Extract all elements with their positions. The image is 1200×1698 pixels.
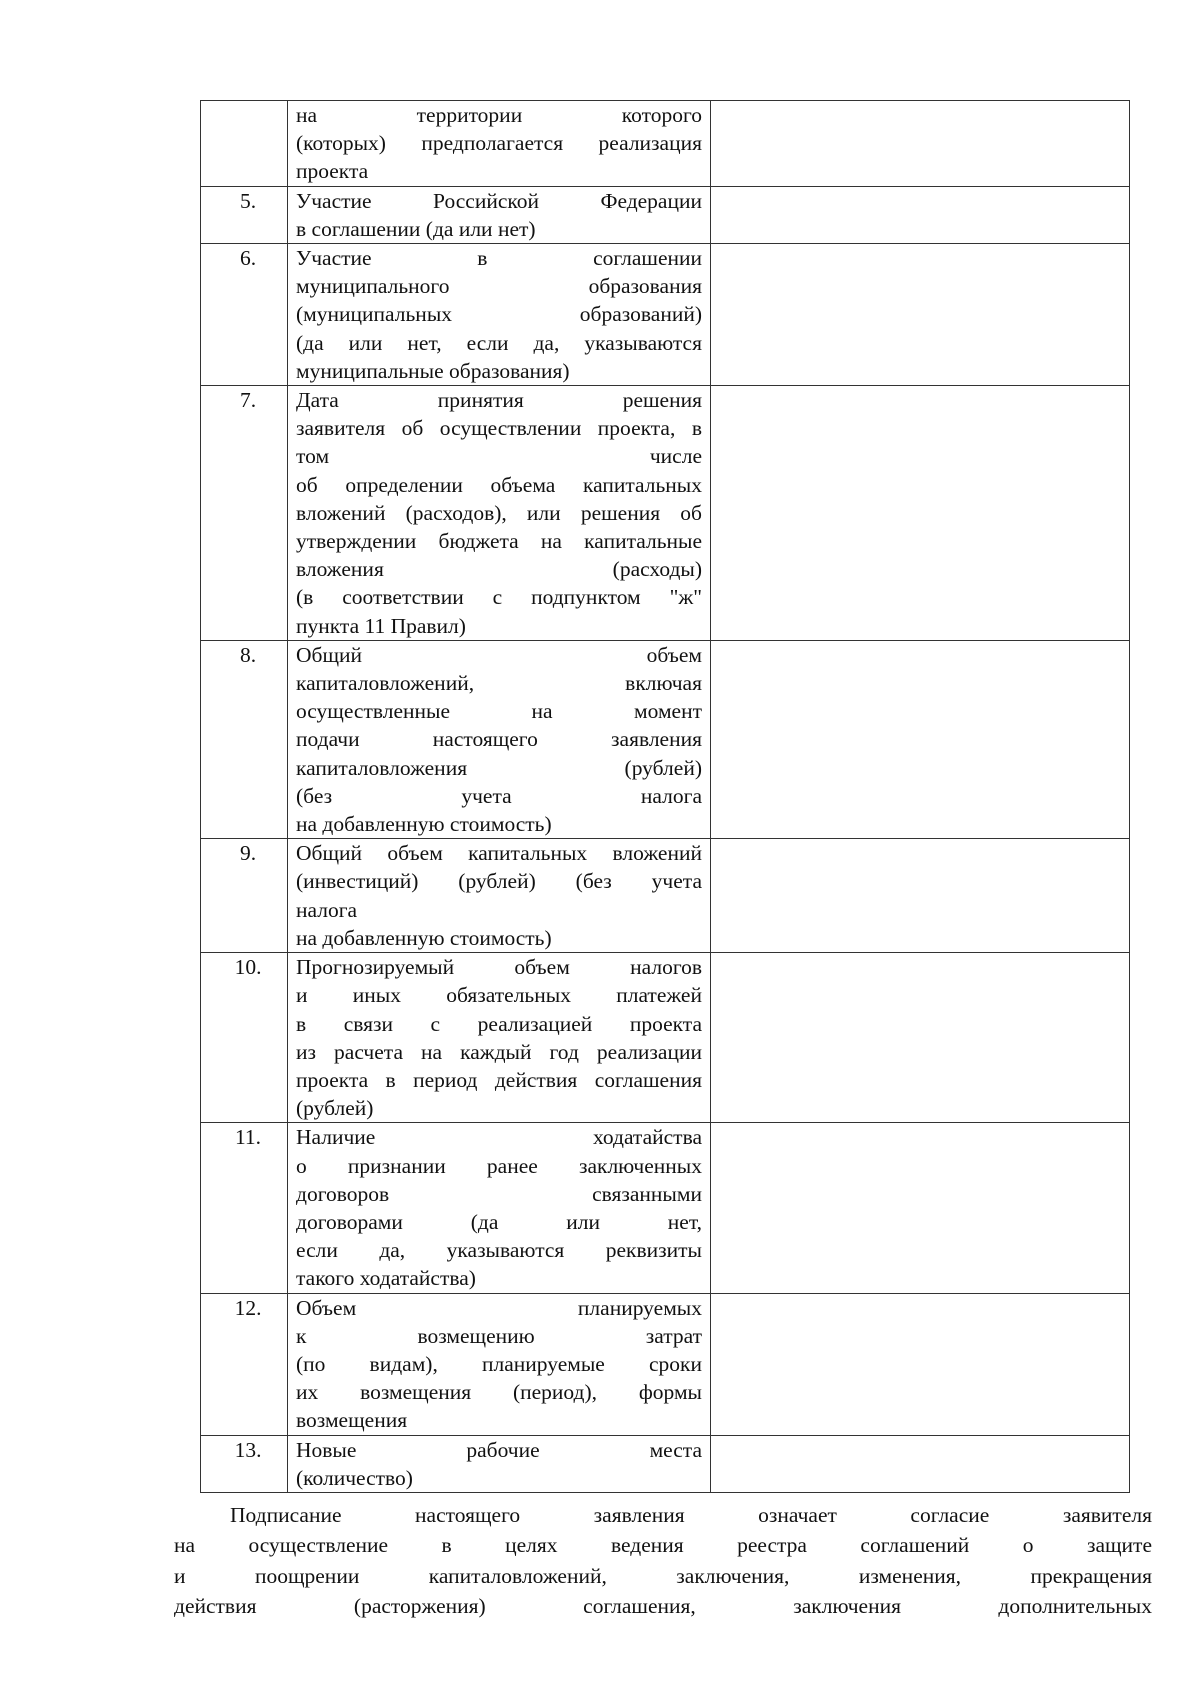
row-value-field[interactable] [711, 244, 1130, 386]
row-number-cell [201, 839, 288, 953]
table-row [201, 839, 1130, 953]
row-description-line: (без учета налога [296, 783, 702, 808]
row-value-field[interactable] [711, 839, 1130, 953]
row-description-line: из расчета на каждый год реализации [296, 1039, 702, 1064]
row-description-line: к возмещению затрат [296, 1323, 702, 1348]
row-description-line: муниципальные образования) [296, 358, 570, 383]
row-description-line: договорами (да или нет, [296, 1209, 702, 1234]
row-number-cell [201, 1293, 288, 1435]
consent-paragraph [174, 1500, 1152, 1622]
row-description-line: (муниципальных образований) [296, 302, 702, 327]
row-description-line: возмещения [296, 1408, 408, 1433]
table-row [201, 244, 1130, 386]
row-description-line: их возмещения (период), формы [296, 1380, 702, 1405]
row-description-line: Общий объем капитальных вложений [296, 841, 702, 866]
row-description-cell [288, 101, 711, 187]
row-description-line: договоров связанными [296, 1181, 702, 1206]
paragraph-line: действия (расторжения) соглашения, заключения дополнительных [174, 1594, 1152, 1619]
row-description-line: и иных обязательных платежей [296, 983, 702, 1008]
row-description-line: (инвестиций) (рублей) (без учета [296, 869, 702, 894]
application-table [200, 100, 1130, 1493]
row-description-line: Участие в соглашении [296, 246, 702, 271]
row-description-line: вложения (расходы) [296, 557, 702, 582]
row-description-line: Новые рабочие места [296, 1437, 702, 1462]
row-description-cell [288, 386, 711, 641]
row-description-line: Наличие ходатайства [296, 1125, 702, 1150]
row-value-field[interactable] [711, 101, 1130, 187]
row-description-line: если да, указываются реквизиты [296, 1238, 702, 1263]
row-description-line: об определении объема капитальных [296, 472, 702, 497]
row-description-cell [288, 1123, 711, 1293]
row-description-line: налога [296, 897, 358, 922]
paragraph-line: Подписание настоящего заявления означает согласие заявителя [230, 1503, 1152, 1527]
row-description-line: на добавленную стоимость) [296, 925, 552, 950]
table-row [201, 640, 1130, 838]
row-description-line: (да или нет, если да, указываются [296, 330, 702, 355]
row-description-cell [288, 1293, 711, 1435]
row-description-cell [288, 186, 711, 243]
row-description-line: пункта 11 Правил) [296, 613, 466, 638]
row-description-line: Участие Российской Федерации [296, 188, 702, 213]
table-row [201, 1435, 1130, 1492]
row-value-field[interactable] [711, 386, 1130, 641]
row-value-field[interactable] [711, 186, 1130, 243]
row-description-cell [288, 839, 711, 953]
row-description-line: Объем планируемых [296, 1295, 702, 1320]
row-description-cell [288, 1435, 711, 1492]
row-value-field[interactable] [711, 640, 1130, 838]
row-number: 5. [239, 188, 257, 213]
row-description-line: утверждении бюджета на капитальные [296, 529, 702, 554]
row-number-cell [201, 186, 288, 243]
row-description-line: капиталовложения (рублей) [296, 755, 702, 780]
row-value-field[interactable] [711, 953, 1130, 1123]
row-description-line: вложений (расходов), или решения об [296, 500, 702, 525]
paragraph-line: на осуществление в целях ведения реестра соглашений о защите [174, 1533, 1152, 1558]
table-row [201, 1123, 1130, 1293]
row-description-line: на добавленную стоимость) [296, 812, 552, 837]
table-row [201, 953, 1130, 1123]
row-description-line: муниципального образования [296, 274, 702, 299]
row-number-cell [201, 386, 288, 641]
row-number: 12. [234, 1295, 262, 1320]
table-row [201, 1293, 1130, 1435]
row-number: 10. [234, 955, 262, 980]
row-description-line: Дата принятия решения [296, 388, 702, 413]
row-description-line: в соглашении (да или нет) [296, 216, 536, 241]
row-number-cell [201, 1123, 288, 1293]
row-number: 11. [234, 1125, 262, 1150]
table-row [201, 101, 1130, 187]
row-description-cell [288, 640, 711, 838]
row-number-cell [201, 953, 288, 1123]
row-description-line: заявителя об осуществлении проекта, в [296, 416, 702, 441]
row-description-line: Прогнозируемый объем налогов [296, 955, 702, 980]
row-value-field[interactable] [711, 1435, 1130, 1492]
paragraph-line: и поощрении капиталовложений, заключения, изменения, прекращения [174, 1563, 1152, 1588]
row-number: 8. [239, 642, 257, 667]
row-description-line: (количество) [296, 1465, 413, 1490]
row-value-field[interactable] [711, 1123, 1130, 1293]
row-value-field[interactable] [711, 1293, 1130, 1435]
row-description-line: (в соответствии с подпунктом "ж" [296, 585, 702, 610]
row-description-line: проекта [296, 159, 369, 184]
row-number-cell [201, 640, 288, 838]
row-description-line: подачи настоящего заявления [296, 727, 702, 752]
table-row [201, 386, 1130, 641]
row-number: 9. [239, 841, 257, 866]
row-description-line: проекта в период действия соглашения [296, 1067, 702, 1092]
row-number: 7. [239, 388, 257, 413]
row-number: 6. [239, 246, 257, 271]
row-description-line: том числе [296, 444, 702, 469]
table-row [201, 186, 1130, 243]
row-description-line: (рублей) [296, 1096, 374, 1121]
row-number-cell [201, 101, 288, 187]
row-description-line: на территории которого [296, 103, 702, 127]
row-description-line: капиталовложений, включая [296, 671, 702, 696]
row-description-line: (которых) предполагается реализация [296, 131, 702, 156]
row-description-line: Общий объем [296, 642, 702, 667]
row-description-line: в связи с реализацией проекта [296, 1011, 702, 1036]
row-number-cell [201, 1435, 288, 1492]
row-description-line: осуществленные на момент [296, 699, 702, 724]
row-description-line: такого ходатайства) [296, 1266, 476, 1291]
row-description-cell [288, 244, 711, 386]
row-description-cell [288, 953, 711, 1123]
row-description-line: (по видам), планируемые сроки [296, 1351, 702, 1376]
row-number-cell [201, 244, 288, 386]
row-number: 13. [234, 1437, 262, 1462]
row-description-line: о признании ранее заключенных [296, 1153, 702, 1178]
